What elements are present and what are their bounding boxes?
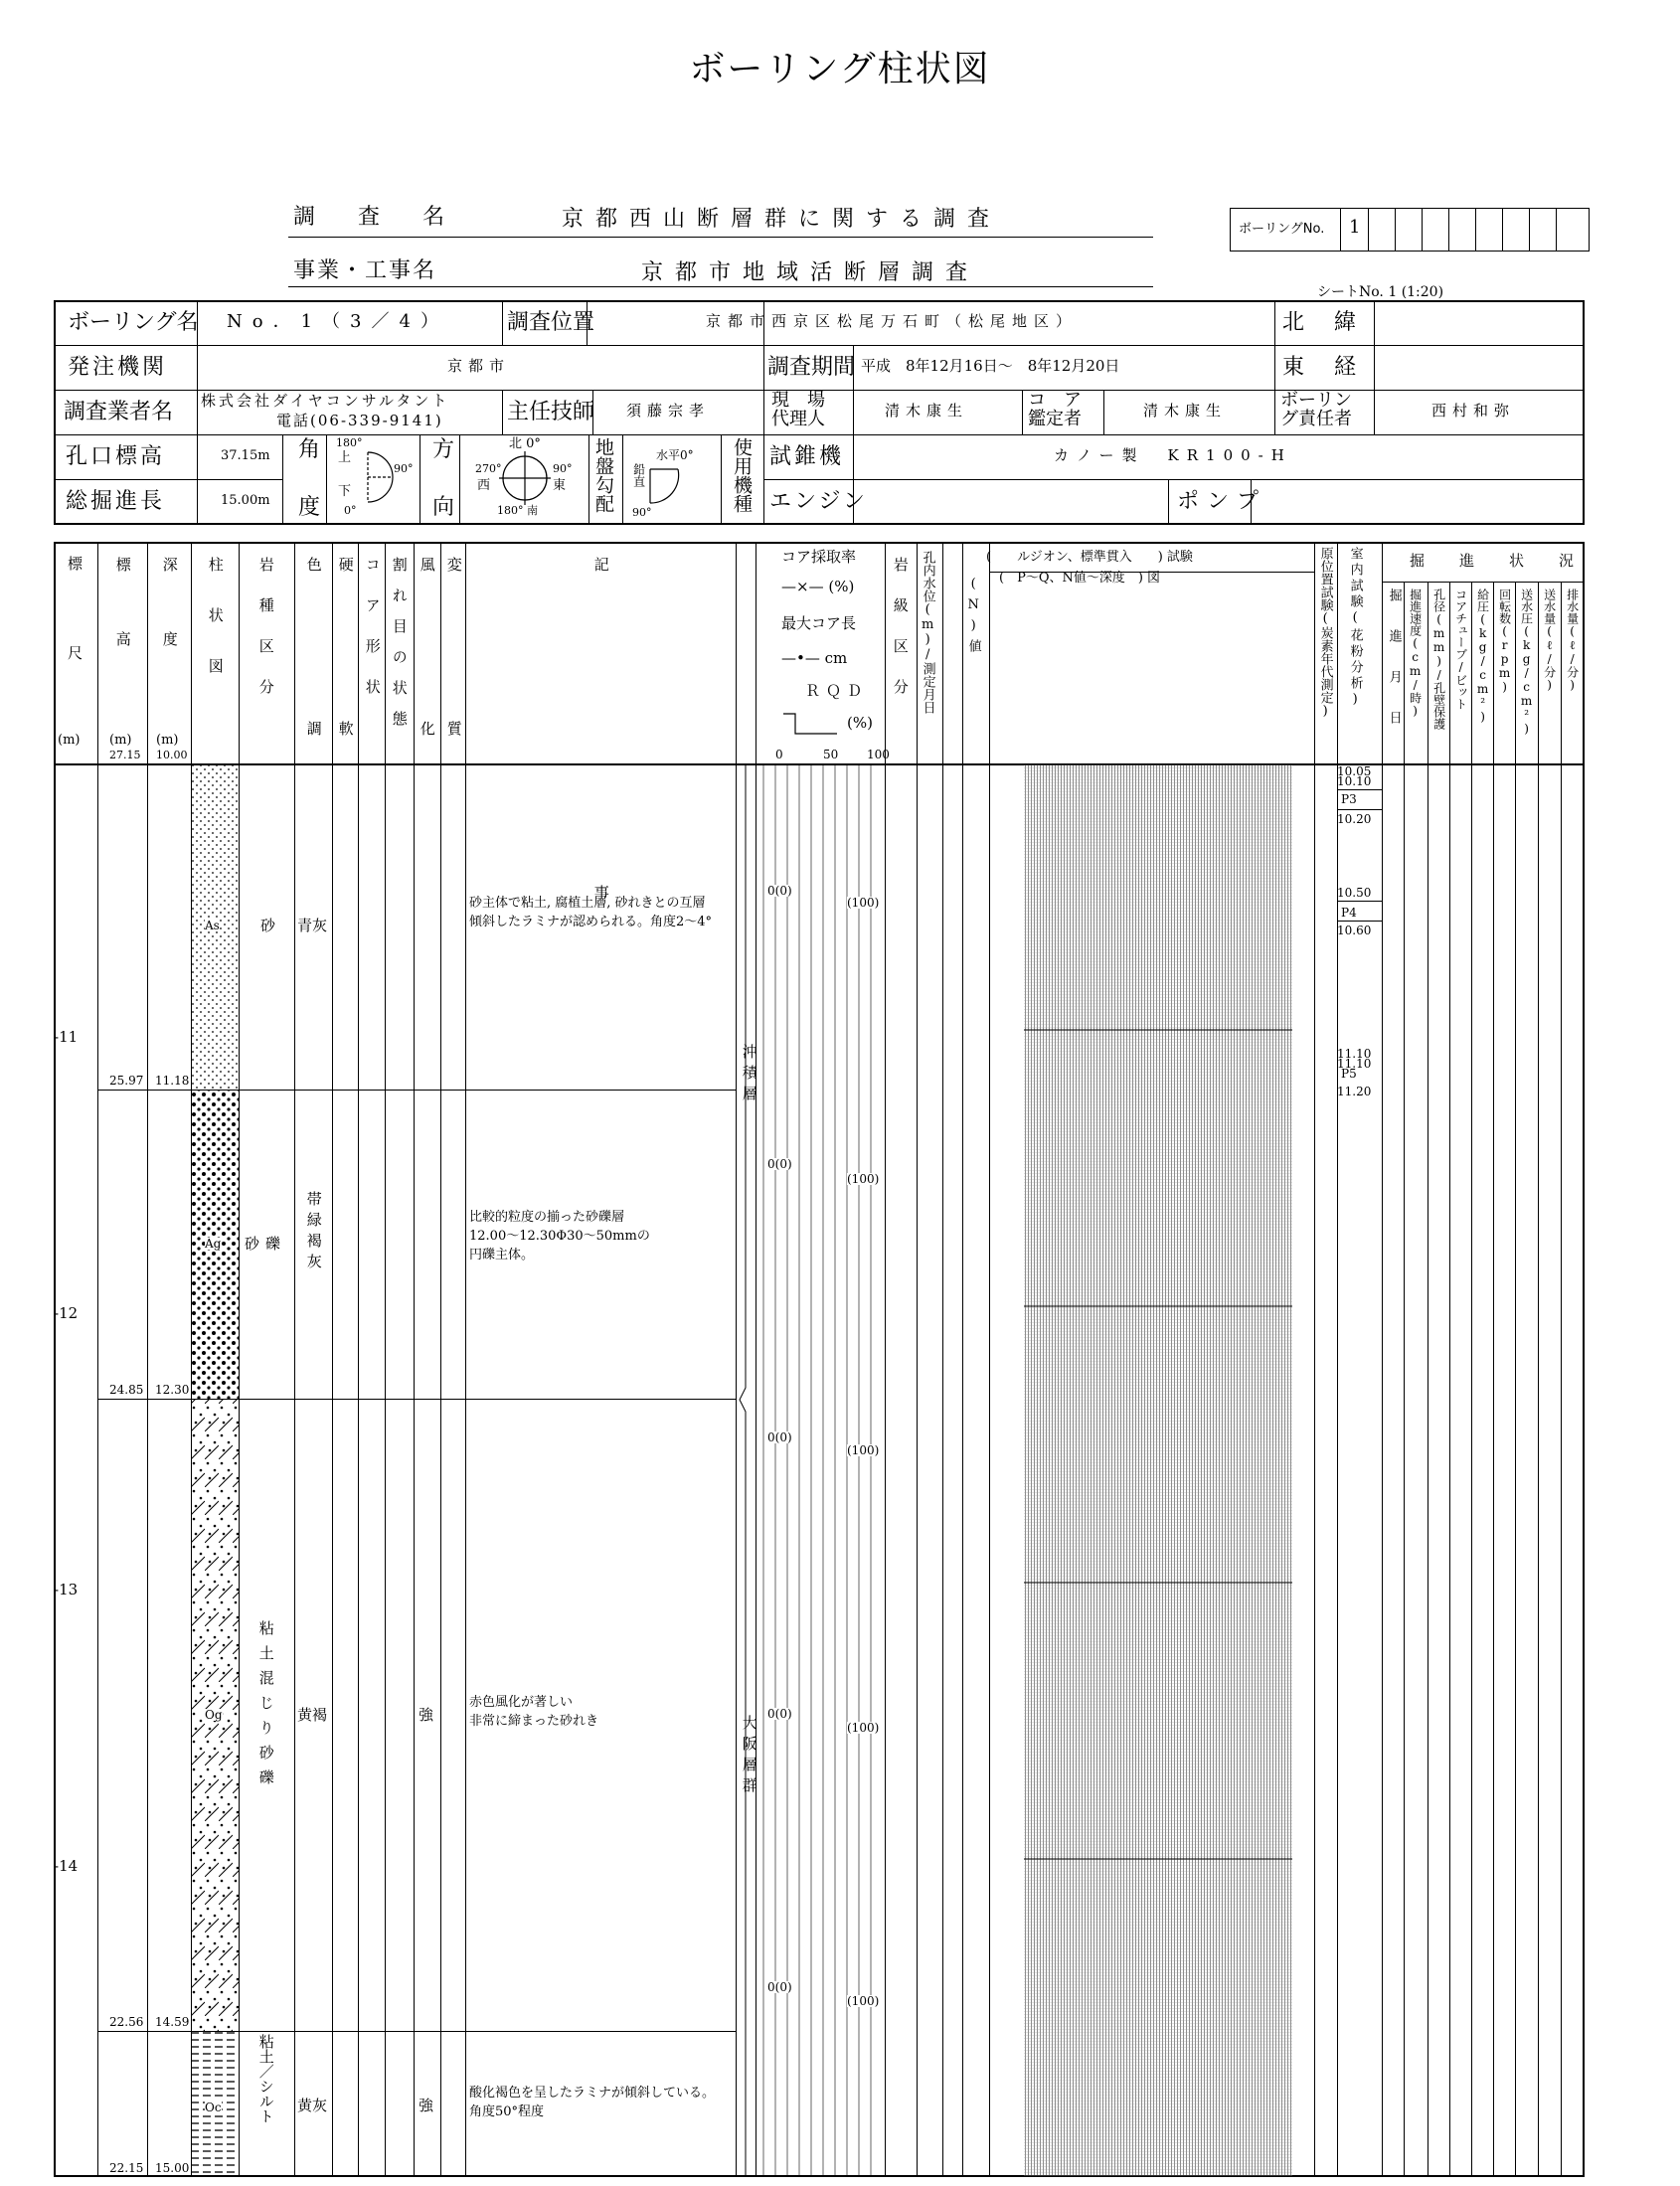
rqd-tick-50: 50 (823, 748, 839, 761)
total-length-value: 15.00m (221, 493, 270, 508)
layer-3-weathering: 強 (419, 1706, 434, 1724)
layer-4-color: 黄灰 (297, 2097, 328, 2114)
slope-diagram (648, 467, 688, 507)
hdr-water-level: 孔内水位(m)/測定月日 (920, 551, 935, 714)
period-value: 平成 8年12月16日～ 8年12月20日 (861, 357, 1120, 375)
boring-name-value: No．1（3／4） (227, 311, 448, 332)
hdr-rqd-unit: (%) (847, 714, 873, 732)
stratum-alluvium: 沖積層 (740, 1044, 758, 1106)
direction-label-top: 方 (432, 437, 455, 462)
chief-engineer-label: 主任技師 (507, 400, 595, 424)
hdr-core-recovery: コア採取率 (781, 548, 857, 566)
slope-label: 地盤勾配 (591, 437, 614, 513)
core-recovery-grid (756, 763, 885, 2177)
core-mark-4: 0(0) (767, 1707, 792, 1721)
layer-1-color: 青灰 (297, 917, 328, 934)
site-agent-label: 現 場 代理人 (771, 390, 825, 429)
hdr-rqd: ＲＱＤ (805, 682, 869, 700)
contractor-label: 調査業者名 (64, 400, 174, 424)
hdr-lab: 室内試験(花粉分析) (1347, 547, 1363, 710)
location-value: 京都市西京区松尾万石町（松尾地区） (706, 312, 1079, 330)
project-underline (288, 286, 1153, 287)
layer-3-rock: 粘土混じり砂礫 (256, 1620, 275, 1794)
angle-down: 下 (338, 484, 352, 499)
hdr-core-tube: コアチューブ/ビット (1453, 589, 1468, 710)
hdr-lugeon: ( ルジオン、標準貫入 ) 試験 (986, 550, 1193, 565)
stratum-osaka-group: 大阪層群 (740, 1715, 758, 1798)
direction-north: 北 0° (509, 436, 541, 451)
hdr-insitu: 原位置試験(炭素年代測定) (1317, 547, 1333, 719)
hdr-max-core: 最大コア長 (781, 614, 857, 632)
boring-name-label: ボーリング名 (68, 310, 199, 335)
hdr-elevation-unit: (m) (109, 733, 132, 748)
layer-1-elevation: 25.97 (109, 1074, 144, 1088)
hdr-drain-volume: 排水量(ℓ/分) (1565, 589, 1580, 692)
hdr-core-shape: コア形状 (363, 557, 382, 720)
core-mark-3-100: (100) (847, 1443, 880, 1457)
layer-3-color: 黄褐 (297, 1706, 328, 1724)
hdr-hole-dia: 孔径(mm)/孔壁保護 (1431, 589, 1446, 730)
layer-3-description: 赤色風化が著しい 非常に締まった砂れき (469, 1695, 599, 1729)
sample-p5: 11.10 11.10 P5 11.20 (1337, 1047, 1372, 1098)
layer-4-description: 酸化褐色を呈したラミナが傾斜している。 角度50°程度 (469, 2086, 716, 2119)
layer-4-depth: 15.00 (155, 2161, 190, 2175)
hdr-color: 色調 (304, 557, 323, 885)
strata-boundary (736, 763, 756, 2177)
layer-3-code: Og (205, 1708, 223, 1722)
hdr-rock-grade: 岩級区分 (891, 557, 910, 720)
machine-label: 使用機種 (730, 437, 753, 513)
layer-1-code: As (205, 919, 220, 932)
hdr-scale-2: 尺 (68, 644, 84, 662)
boring-no-label: ボーリングNo. (1239, 222, 1325, 237)
layer-4-weathering: 強 (419, 2097, 434, 2114)
location-label: 調査位置 (507, 310, 595, 335)
direction-west: 西 (477, 478, 491, 493)
client-value: 京都市 (447, 357, 511, 375)
hdr-description: 記 事 (591, 557, 610, 1049)
hdr-water-pressure: 送水圧(kg/cm²) (1519, 589, 1534, 736)
hdr-feed-pressure: 給圧(kg/cm²) (1475, 589, 1490, 724)
layer-1-rock: 砂 (260, 917, 276, 934)
boundary-1230 (97, 1399, 736, 1400)
hdr-weathering: 風化 (418, 557, 436, 885)
east-longitude-label: 東 経 (1282, 355, 1361, 380)
angle-up: 上 (338, 450, 352, 465)
page-title: ボーリング柱状図 (689, 49, 991, 89)
boring-no-value: 1 (1349, 217, 1361, 238)
layer-2-elevation: 24.85 (109, 1383, 144, 1397)
layer-2-description: 比較的粒度の揃った砂礫層 12.00～12.30Φ30～50mmの 円礫主体。 (469, 1210, 650, 1262)
site-agent-value: 清木康生 (885, 402, 969, 420)
hdr-lugeon-sub: ( P～Q、N値～深度 ) 図 (999, 571, 1161, 586)
hdr-alteration: 変質 (444, 557, 463, 885)
boring-chief-value: 西村和弥 (1431, 402, 1516, 420)
hdr-drill-speed: 掘進速度(cm/時) (1408, 589, 1423, 718)
hdr-scale-unit: (m) (58, 733, 81, 748)
chief-engineer-value: 須藤宗孝 (626, 402, 711, 420)
lugeon-grid (1024, 763, 1292, 2177)
core-mark-5-100: (100) (847, 1994, 880, 2008)
angle-90: 90° (394, 462, 414, 475)
slope-vertical: 鉛直 (631, 463, 646, 487)
layer-2-code: Ag (205, 1237, 222, 1251)
direction-270: 270° (475, 462, 502, 475)
elevation-label: 孔口標高 (66, 444, 166, 469)
hdr-rock-class: 岩種区分 (256, 557, 275, 720)
hdr-fracture: 割れ目の状態 (390, 557, 409, 742)
direction-label-bottom: 向 (432, 495, 455, 520)
survey-name-value: 京都西山断層群に関する調査 (562, 207, 1002, 232)
hdr-water-volume: 送水量(ℓ/分) (1542, 589, 1557, 692)
slope-horizontal: 水平0° (656, 448, 694, 462)
direction-east: 東 (553, 478, 567, 493)
hdr-hardness: 硬軟 (336, 557, 355, 885)
rqd-tick-100: 100 (867, 748, 890, 761)
period-label: 調査期間 (767, 355, 856, 380)
scale-mark-13: -13 (54, 1581, 79, 1598)
angle-diagram (353, 447, 403, 507)
core-judge-value: 清木康生 (1143, 402, 1228, 420)
top-depth: 10.00 (156, 749, 188, 761)
core-mark-2-100: (100) (847, 1172, 880, 1186)
total-length-label: 総掘進長 (66, 489, 166, 514)
hdr-column: 柱状図 (206, 557, 225, 709)
project-value: 京都市地域活断層調査 (641, 260, 980, 285)
core-mark-4-100: (100) (847, 1721, 880, 1735)
angle-180: 180° (336, 436, 363, 449)
core-mark-2: 0(0) (767, 1157, 792, 1171)
geologic-column (191, 763, 239, 2177)
layer-3-elevation: 22.56 (109, 2015, 144, 2029)
angle-0: 0° (344, 504, 357, 517)
layer-1-description: 砂主体で粘土, 腐植土層, 砂れきとの互層 傾斜したラミナが認められる。角度2～4° (469, 896, 713, 929)
hdr-drilling: 掘 進 状 況 (1410, 552, 1585, 570)
top-elevation: 27.15 (109, 749, 141, 761)
hdr-n-value: (N)値 (965, 577, 981, 658)
hdr-elevation: 標高 (113, 557, 132, 706)
tester-value: カノー製 KR100-H (1054, 446, 1292, 464)
hdr-depth-unit: (m) (156, 733, 179, 748)
scale-mark-11: -11 (54, 1028, 79, 1046)
angle-label-top: 角 (298, 437, 321, 462)
layer-2-depth: 12.30 (155, 1383, 190, 1397)
core-mark-5: 0(0) (767, 1980, 792, 1994)
core-mark-1: 0(0) (767, 884, 792, 898)
survey-name-label: 調 査 名 (293, 205, 462, 230)
core-mark-3: 0(0) (767, 1430, 792, 1444)
hdr-max-core-unit: —•— cm (781, 649, 848, 667)
hdr-rotation: 回転数(rpm) (1497, 589, 1512, 694)
pump-label: ポンプ (1177, 489, 1267, 514)
layer-3-depth: 14.59 (155, 2015, 190, 2029)
engine-label: エンジン (769, 489, 868, 514)
north-latitude-label: 北 緯 (1282, 310, 1361, 335)
contractor-value: 株式会社ダイヤコンサルタント (201, 392, 450, 410)
layer-4-code: Oc (205, 2101, 222, 2114)
layer-4-elevation: 22.15 (109, 2161, 144, 2175)
scale-mark-12: -12 (54, 1304, 79, 1322)
boring-chief-label: ボーリン グ責任者 (1280, 390, 1352, 429)
survey-name-underline (288, 237, 1153, 238)
core-judge-label: コ ア 鑑定者 (1028, 390, 1082, 429)
layer-2-color: 帯緑褐灰 (304, 1191, 323, 1274)
sheet-no: シートNo. 1 (1:20) (1317, 284, 1444, 300)
elevation-value: 37.15m (221, 448, 270, 463)
hdr-depth: 深度 (160, 557, 179, 706)
slope-90: 90° (632, 506, 652, 519)
project-label: 事業・工事名 (293, 258, 437, 283)
direction-90: 90° (553, 462, 573, 475)
sample-p4: 10.50 P4 10.60 (1337, 883, 1382, 942)
contractor-tel: 電話(06-339-9141) (276, 412, 443, 429)
direction-south: 180° 南 (497, 504, 538, 517)
layer-1-depth: 11.18 (155, 1074, 190, 1088)
hdr-scale-1: 標 (68, 555, 84, 573)
hdr-core-recovery-unit: —×— (%) (781, 578, 855, 595)
layer-4-rock: 粘土／シルト (256, 2034, 275, 2123)
core-mark-1-100: (100) (847, 896, 880, 910)
client-label: 発注機関 (68, 355, 168, 380)
direction-compass (493, 447, 557, 509)
scale-mark-14: -14 (54, 1857, 79, 1875)
layer-2-rock: 砂礫 (245, 1235, 287, 1253)
rqd-step-icon (781, 710, 841, 740)
sample-p3: 10.05 10.10 P3 10.20 (1337, 763, 1382, 833)
rqd-tick-0: 0 (775, 748, 783, 761)
hdr-drill-date: 掘進月日 (1386, 589, 1402, 752)
angle-label-bottom: 度 (298, 495, 321, 520)
tester-label: 試錐機 (769, 444, 845, 469)
boundary-1459 (97, 2031, 736, 2032)
boundary-1118 (97, 1090, 736, 1091)
